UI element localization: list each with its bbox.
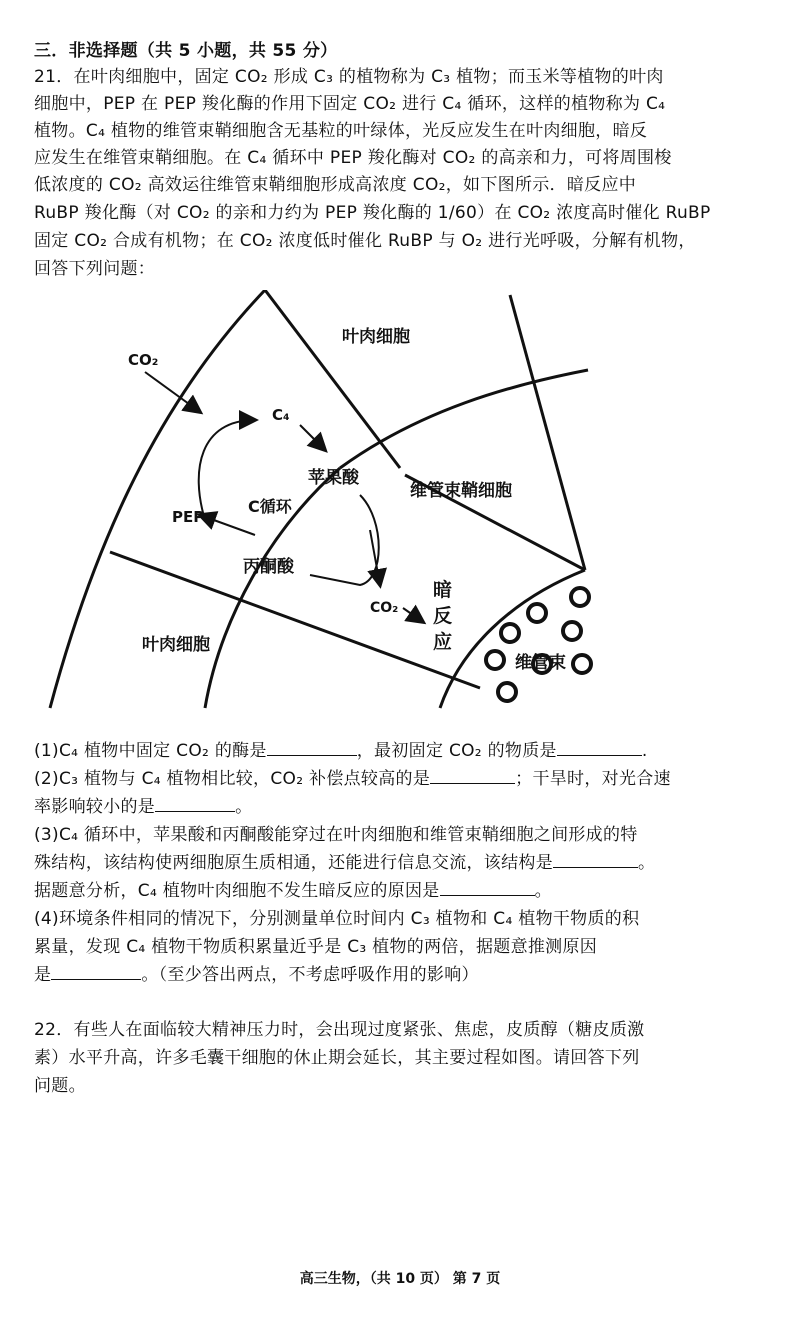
- q21-line: RuBP 羧化酶（对 CO₂ 的亲和力约为 PEP 羧化酶的 1/60）在 CO₂ 浓度高时催化 RuBP: [34, 203, 711, 223]
- label-c4: C₄: [272, 406, 290, 424]
- label-malic: 苹果酸: [308, 468, 359, 488]
- vascular-dot: [501, 624, 519, 642]
- label-mesophyll-bottom: 叶肉细胞: [142, 635, 210, 655]
- subq-3-cont: 殊结构，该结构使两细胞原生质相通，还能进行信息交流，该结构是 。: [34, 853, 656, 873]
- label-pyruvic: 丙酮酸: [243, 557, 294, 577]
- subq-1: (1)C₄ 植物中固定 CO₂ 的酶是 ，最初固定 CO₂ 的物质是 .: [34, 741, 648, 761]
- sheath-top-wall: [340, 370, 588, 468]
- label-co2-in: CO₂: [128, 351, 159, 369]
- vascular-dot: [571, 588, 589, 606]
- label-dark-3: 应: [433, 631, 453, 653]
- c4-to-malic-arrow: [300, 425, 325, 450]
- subq-4-cont: 累量，发现 C₄ 植物干物质积累量近乎是 C₃ 植物的两倍，据题意推测原因: [34, 937, 598, 957]
- vascular-dot: [573, 655, 591, 673]
- c4-pathway-diagram: [40, 290, 600, 710]
- right-wall: [510, 295, 585, 570]
- label-pep: PEP: [172, 508, 205, 526]
- q21-line: 回答下列问题：: [34, 259, 156, 279]
- label-dark-1: 暗: [433, 579, 453, 601]
- cell-wall-bottom: [110, 552, 480, 688]
- label-mesophyll-top: 叶肉细胞: [342, 327, 410, 347]
- answer-blank[interactable]: [553, 851, 638, 868]
- q21-line: 细胞中，PEP 在 PEP 羧化酶的作用下固定 CO₂ 进行 C₄ 循环，这样的植物称为 C₄: [34, 94, 666, 114]
- pyruvic-to-pep-arrow: [200, 515, 255, 535]
- answer-blank[interactable]: [267, 739, 357, 756]
- malic-to-pyruvic-curve: [310, 495, 379, 585]
- subq-2: (2)C₃ 植物与 C₄ 植物相比较，CO₂ 补偿点较高的是 ；干旱时，对光合速: [34, 769, 671, 789]
- q21-line: 21．在叶肉细胞中，固定 CO₂ 形成 C₃ 的植物称为 C₃ 植物；而玉米等植物的叶肉: [34, 67, 664, 87]
- page-footer: 高三生物，（共 10 页） 第 7 页: [299, 1271, 501, 1287]
- vascular-dot: [563, 622, 581, 640]
- subq-3-analysis: 据题意分析，C₄ 植物叶肉细胞不发生暗反应的原因是 。: [34, 881, 552, 901]
- label-cycle: C循环: [248, 497, 292, 516]
- section-title: 三．非选择题（共 5 小题，共 55 分）: [34, 41, 338, 61]
- vascular-dot: [528, 604, 546, 622]
- vascular-dot: [486, 651, 504, 669]
- q21-line: 应发生在维管束鞘细胞。在 C₄ 循环中 PEP 羧化酶对 CO₂ 的高亲和力，可将周围梭: [34, 148, 672, 168]
- subq-4: (4)环境条件相同的情况下，分别测量单位时间内 C₃ 植物和 C₄ 植物干物质的积: [34, 909, 640, 929]
- q21-line: 固定 CO₂ 合成有机物；在 CO₂ 浓度低时催化 RuBP 与 O₂ 进行光呼吸，分解有机物，: [34, 231, 696, 251]
- subq-3: (3)C₄ 循环中，苹果酸和丙酮酸能穿过在叶肉细胞和维管束鞘细胞之间形成的特: [34, 825, 638, 845]
- q22-line: 22．有些人在面临较大精神压力时，会出现过度紧张、焦虑，皮质醇（糖皮质激: [34, 1020, 645, 1040]
- pep-to-c4-arrow: [199, 420, 255, 520]
- q21-line: 低浓度的 CO₂ 高效运往维管束鞘细胞形成高浓度 CO₂，如下图所示．暗反应中: [34, 175, 637, 195]
- answer-blank[interactable]: [430, 767, 515, 784]
- label-bundle: 维管束: [515, 653, 566, 673]
- answer-blank[interactable]: [440, 879, 535, 896]
- co2-to-dark-arrow: [403, 608, 423, 622]
- answer-blank[interactable]: [557, 739, 642, 756]
- q22-line: 素）水平升高，许多毛囊干细胞的休止期会延长，其主要过程如图。请回答下列: [34, 1048, 640, 1068]
- vascular-dot: [498, 683, 516, 701]
- subq-4-answer: 是 。（至少答出两点，不考虑呼吸作用的影响）: [34, 965, 479, 985]
- label-dark-2: 反: [433, 605, 453, 627]
- label-sheath: 维管束鞘细胞: [410, 481, 512, 501]
- q22-line: 问题。: [34, 1076, 86, 1096]
- q21-line: 植物。C₄ 植物的维管束鞘细胞含无基粒的叶绿体，光反应发生在叶肉细胞，暗反: [34, 121, 648, 141]
- answer-blank[interactable]: [51, 963, 141, 980]
- label-co2-out: CO₂: [370, 600, 399, 616]
- answer-blank[interactable]: [155, 795, 235, 812]
- subq-2-cont: 率影响较小的是 。: [34, 797, 253, 817]
